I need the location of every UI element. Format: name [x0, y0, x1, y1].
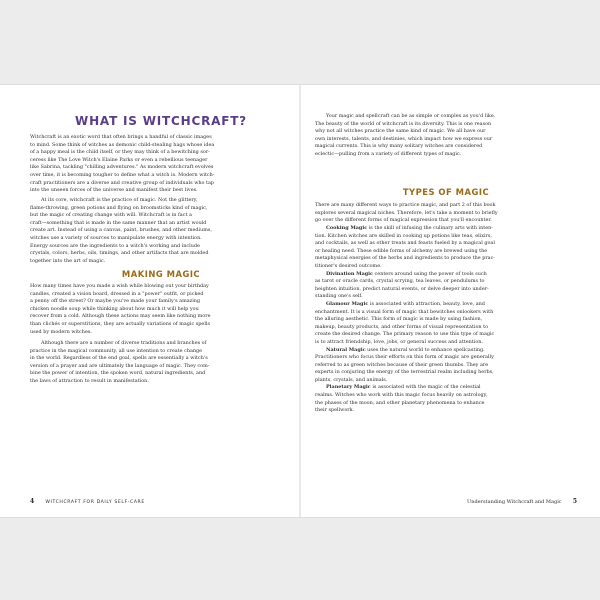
page-number-left: 4: [30, 498, 35, 505]
text-line: Witchcraft is an exotic word that often brings a handful of classic images: [30, 134, 212, 140]
text-line: in the world. Regardless of the end goal, spells are essentially a witch's: [30, 355, 208, 362]
right-footer: [467, 498, 577, 505]
text-line: flame-throwing, green potions and flying on broomsticks kind of magic,: [30, 204, 208, 211]
book-gutter: [299, 85, 301, 517]
text-line: over time, it is becoming tougher to define what a witch is. Modern witch-: [30, 171, 215, 178]
text-line: to mind. Some think of witches as demonic child-stealing hags whose idea: [30, 141, 215, 148]
magic-type-name: Natural Magic: [326, 346, 366, 353]
magic-type-text: is associated with the magic of the celestial: [370, 384, 481, 391]
text-line: candles, created a vision board, dressed in a "power" outfit, or picked: [30, 290, 204, 297]
magic-type-name: Planetary Magic: [326, 384, 371, 391]
text-line: the phases of the moon, and other planetary phenomena to enhance: [315, 399, 485, 406]
text-line: practice in the magical community, all use intention to create change: [30, 347, 203, 354]
text-line: like Sabrina, tackling "chilling adventures." As modern witchcraft evolves: [30, 164, 214, 171]
text-line: bine the power of intention, the spoken word, natural ingredients, and: [30, 370, 206, 377]
text-line: enchantment. It is a visual form of magic that bewitches onlookers with: [315, 308, 494, 315]
text-line: explores several magical niches. Therefore, let's take a moment to briefly: [315, 209, 498, 216]
right-page: [315, 85, 577, 517]
text-line: realms. Witches who work with this magic focus heavily on astrology,: [315, 392, 488, 399]
text-line: titioner's desired outcome.: [315, 262, 382, 269]
subheading-making-magic: MAKING MAGIC: [121, 269, 201, 279]
text-line: create the desired change. The primary reason to use this type of magic: [315, 331, 495, 338]
text-line: experts in conjuring the energy of the terrestrial realm including herbs,: [315, 369, 494, 376]
text-line: How many times have you made a wish while blowing out your birthday: [30, 283, 209, 289]
book-spread: [0, 85, 600, 517]
running-head-left: WITCHCRAFT FOR DAILY SELF-CARE: [45, 500, 145, 505]
text-line: witches use a variety of sources to manipulate energy with intention.: [30, 234, 202, 241]
magic-type-entry: [315, 384, 577, 392]
text-line: tion. Kitchen witches are skilled in cooking up potions like teas, elixirs,: [315, 232, 492, 239]
text-line: and cocktails, as well as other treats and feasts fueled by a magical goal: [315, 240, 495, 247]
magic-type-name: Glamour Magic: [326, 300, 369, 307]
text-line: into the unseen forces of the universe and manifest their best lives.: [30, 187, 198, 194]
magic-type-entry: [315, 301, 577, 309]
running-head-right: Understanding Witchcraft and Magic: [467, 499, 562, 505]
text-line: Although there are a number of diverse traditions and branches of: [41, 340, 207, 346]
page-number-right: 5: [572, 498, 577, 505]
magic-type-name: Cooking Magic: [326, 225, 368, 231]
magic-type-text: uses the natural world to enhance spellcasting.: [365, 346, 485, 353]
magic-type-text: centers around using the power of tools such: [373, 270, 487, 277]
text-line: why not all witches practice the same kind of magic. We all have our: [315, 128, 486, 135]
text-line: plants, crystals, and animals.: [315, 376, 388, 383]
text-line: together into the art of magic.: [30, 257, 106, 264]
magic-type-text: is the skill of infusing the culinary arts with inten-: [367, 225, 493, 231]
text-line: heighten intuition, predict natural events, or delve deeper into under-: [315, 285, 489, 292]
magic-type-text: is associated with attraction, beauty, love, and: [368, 300, 485, 307]
subheading-types-of-magic: TYPES OF MAGIC: [402, 187, 490, 197]
page-heading: WHAT IS WITCHCRAFT?: [75, 114, 247, 128]
text-line: or healing need. These edible forms of alchemy are brewed using the: [315, 247, 488, 254]
magic-type-entry: [315, 225, 577, 233]
paragraph-core: [30, 197, 292, 265]
text-line: At its core, witchcraft is the practice of magic. Not the glittery,: [41, 197, 198, 203]
text-line: magical currents. This is why many solitary witches are considered: [315, 143, 483, 150]
text-line: recover from a cold. Although these actions may seem like nothing more: [30, 313, 211, 320]
magic-type-name: Divination Magic: [326, 270, 373, 277]
text-line: their spellwork.: [315, 407, 355, 414]
text-line: ceress like The Love Witch's Elaine Parks or even a rebellious teenager: [30, 156, 208, 163]
text-line: eclectic—pulling from a variety of different types of magic.: [315, 150, 462, 157]
text-line: referred to as green witches because of their green thumbs. They are: [315, 361, 489, 368]
text-line: create art. Instead of using a canvas, paint, brushes, and other mediums,: [30, 227, 212, 234]
text-line: The beauty of the world of witchcraft is its diversity. This is one reason: [315, 120, 492, 127]
text-line: version of a prayer and are ultimately the language of magic. They com-: [30, 362, 210, 369]
text-line: used by modern witches.: [30, 328, 92, 335]
text-line: Energy sources are the ingredients to a witch's working and include: [30, 242, 200, 249]
text-line: go over the different forms of magical expression that you'll encounter.: [315, 217, 492, 224]
text-line: but the magic of creating change with will. Witchcraft is in fact a: [30, 212, 192, 219]
magic-types-list: [315, 225, 577, 415]
paragraph-types-intro: [315, 202, 577, 225]
text-line: Your magic and spellcraft can be as simple or complex as you'd like.: [326, 113, 496, 119]
magic-type-entry: [315, 271, 577, 279]
paragraph-wishes: [30, 283, 292, 336]
text-line: crystals, colors, herbs, oils, timings, and other artifacts that are molded: [30, 250, 209, 257]
text-line: the laws of attraction to result in manifestation.: [30, 377, 149, 384]
paragraph-traditions: [30, 340, 292, 386]
text-line: standing one's self.: [315, 293, 363, 300]
text-line: Practitioners who focus their efforts on this form of magic are generally: [315, 354, 494, 361]
text-line: craft—something that is made in the same manner that an artist would: [30, 219, 207, 226]
text-line: metaphysical energies of the herbs and ingredients to produce the prac-: [315, 255, 495, 262]
text-line: makeup, beauty products, and other forms of visual representation to: [315, 323, 489, 330]
text-line: than clichés or superstitions, they are actually variations of magic spells: [30, 320, 210, 327]
left-footer: [30, 498, 145, 505]
text-line: There are many different ways to practice magic, and part 2 of this book: [315, 202, 496, 208]
text-line: of a happy meal is the child itself, or they may think of a bewitching sor-: [30, 149, 210, 156]
text-line: is to attract friendship, love, jobs, or general success and attention.: [315, 338, 483, 345]
text-line: own interests, talents, and destinies, which impact how we express our: [315, 135, 493, 142]
magic-type-entry: [315, 347, 577, 355]
text-line: as tarot or oracle cards, crystal scrying, tea leaves, or pendulums to: [315, 278, 485, 285]
text-line: chicken noodle soup while thinking about how much it will help you: [30, 305, 199, 312]
text-line: craft practitioners are a diverse and creative group of individuals who tap: [30, 179, 215, 186]
paragraph-intro: [30, 134, 292, 195]
left-page: [30, 85, 292, 517]
paragraph-spellcraft: [315, 113, 577, 159]
text-line: the alluring aesthetic. This form of magic is made by using fashion,: [315, 316, 483, 323]
text-line: a penny off the street? Or maybe you've made your family's amazing: [30, 298, 201, 305]
